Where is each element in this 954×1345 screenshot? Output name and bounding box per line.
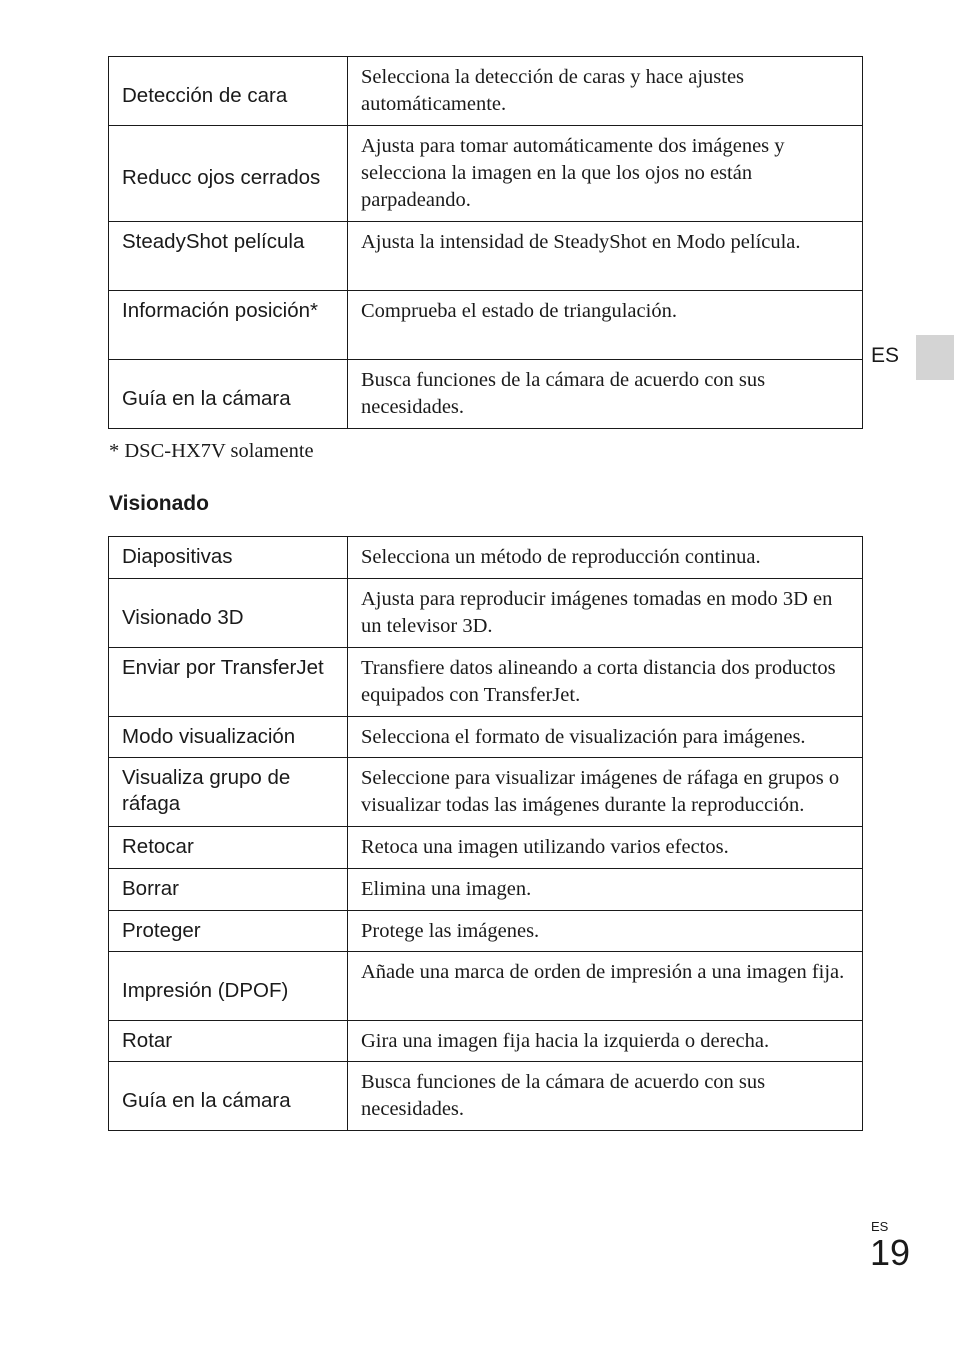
row-label: Rotar — [109, 1021, 348, 1062]
table-row — [109, 717, 863, 758]
table-row — [109, 869, 863, 911]
table-row — [109, 579, 863, 648]
row-label: Impresión (DPOF) — [109, 952, 348, 1021]
row-description: Ajusta para reproducir imágenes tomadas en modo 3D en un televisor 3D. — [348, 579, 863, 648]
table-row — [109, 360, 863, 429]
table-row — [109, 827, 863, 869]
row-description: Selecciona la detección de caras y hace ajustes automáticamente. — [348, 57, 863, 126]
page-language-label: ES — [871, 1219, 889, 1234]
row-description: Comprueba el estado de triangulación. — [348, 291, 863, 360]
table-row — [109, 537, 863, 579]
row-label: Visionado 3D — [109, 579, 348, 648]
row-description: Elimina una imagen. — [348, 869, 863, 911]
row-description: Busca funciones de la cámara de acuerdo con sus necesidades. — [348, 360, 863, 429]
row-description: Seleccione para visualizar imágenes de ráfaga en grupos o visualizar todas las imágenes durante la reproducción. — [348, 758, 863, 827]
side-tab — [916, 335, 954, 380]
side-language-label: ES — [871, 344, 900, 367]
row-label: Guía en la cámara — [109, 360, 348, 429]
row-description: Gira una imagen fija hacia la izquierda o derecha. — [348, 1021, 863, 1062]
row-label: Guía en la cámara — [109, 1062, 348, 1131]
row-label: Visualiza grupo de ráfaga — [109, 758, 348, 827]
row-label: Enviar por TransferJet — [109, 648, 348, 717]
row-label: Borrar — [109, 869, 348, 911]
row-description: Ajusta la intensidad de SteadyShot en Modo película. — [348, 222, 863, 291]
settings-table — [108, 56, 863, 429]
playback-table — [108, 536, 863, 1131]
table-row — [109, 126, 863, 222]
row-description: Selecciona el formato de visualización para imágenes. — [348, 717, 863, 758]
table-row — [109, 911, 863, 952]
row-description: Ajusta para tomar automáticamente dos imágenes y selecciona la imagen en la que los ojos no están parpadeando. — [348, 126, 863, 222]
table-row — [109, 758, 863, 827]
row-label: Modo visualización — [109, 717, 348, 758]
footnote: * DSC-HX7V solamente — [109, 440, 314, 462]
section-heading: Visionado — [109, 492, 209, 515]
table-row — [109, 57, 863, 126]
row-description: Añade una marca de orden de impresión a una imagen fija. — [348, 952, 863, 1021]
table-row — [109, 648, 863, 717]
row-description: Protege las imágenes. — [348, 911, 863, 952]
row-description: Busca funciones de la cámara de acuerdo con sus necesidades. — [348, 1062, 863, 1131]
row-description: Transfiere datos alineando a corta distancia dos productos equipados con TransferJet. — [348, 648, 863, 717]
row-description: Retoca una imagen utilizando varios efectos. — [348, 827, 863, 869]
table-row — [109, 952, 863, 1021]
page-number: 19 — [870, 1232, 911, 1273]
row-label: Reducc ojos cerrados — [109, 126, 348, 222]
row-label: Diapositivas — [109, 537, 348, 579]
table-row — [109, 1021, 863, 1062]
row-label: Detección de cara — [109, 57, 348, 126]
row-label: SteadyShot película — [109, 222, 348, 291]
table-row — [109, 222, 863, 291]
table-row — [109, 291, 863, 360]
table-row — [109, 1062, 863, 1131]
row-label: Información posición* — [109, 291, 348, 360]
row-description: Selecciona un método de reproducción continua. — [348, 537, 863, 579]
row-label: Proteger — [109, 911, 348, 952]
row-label: Retocar — [109, 827, 348, 869]
